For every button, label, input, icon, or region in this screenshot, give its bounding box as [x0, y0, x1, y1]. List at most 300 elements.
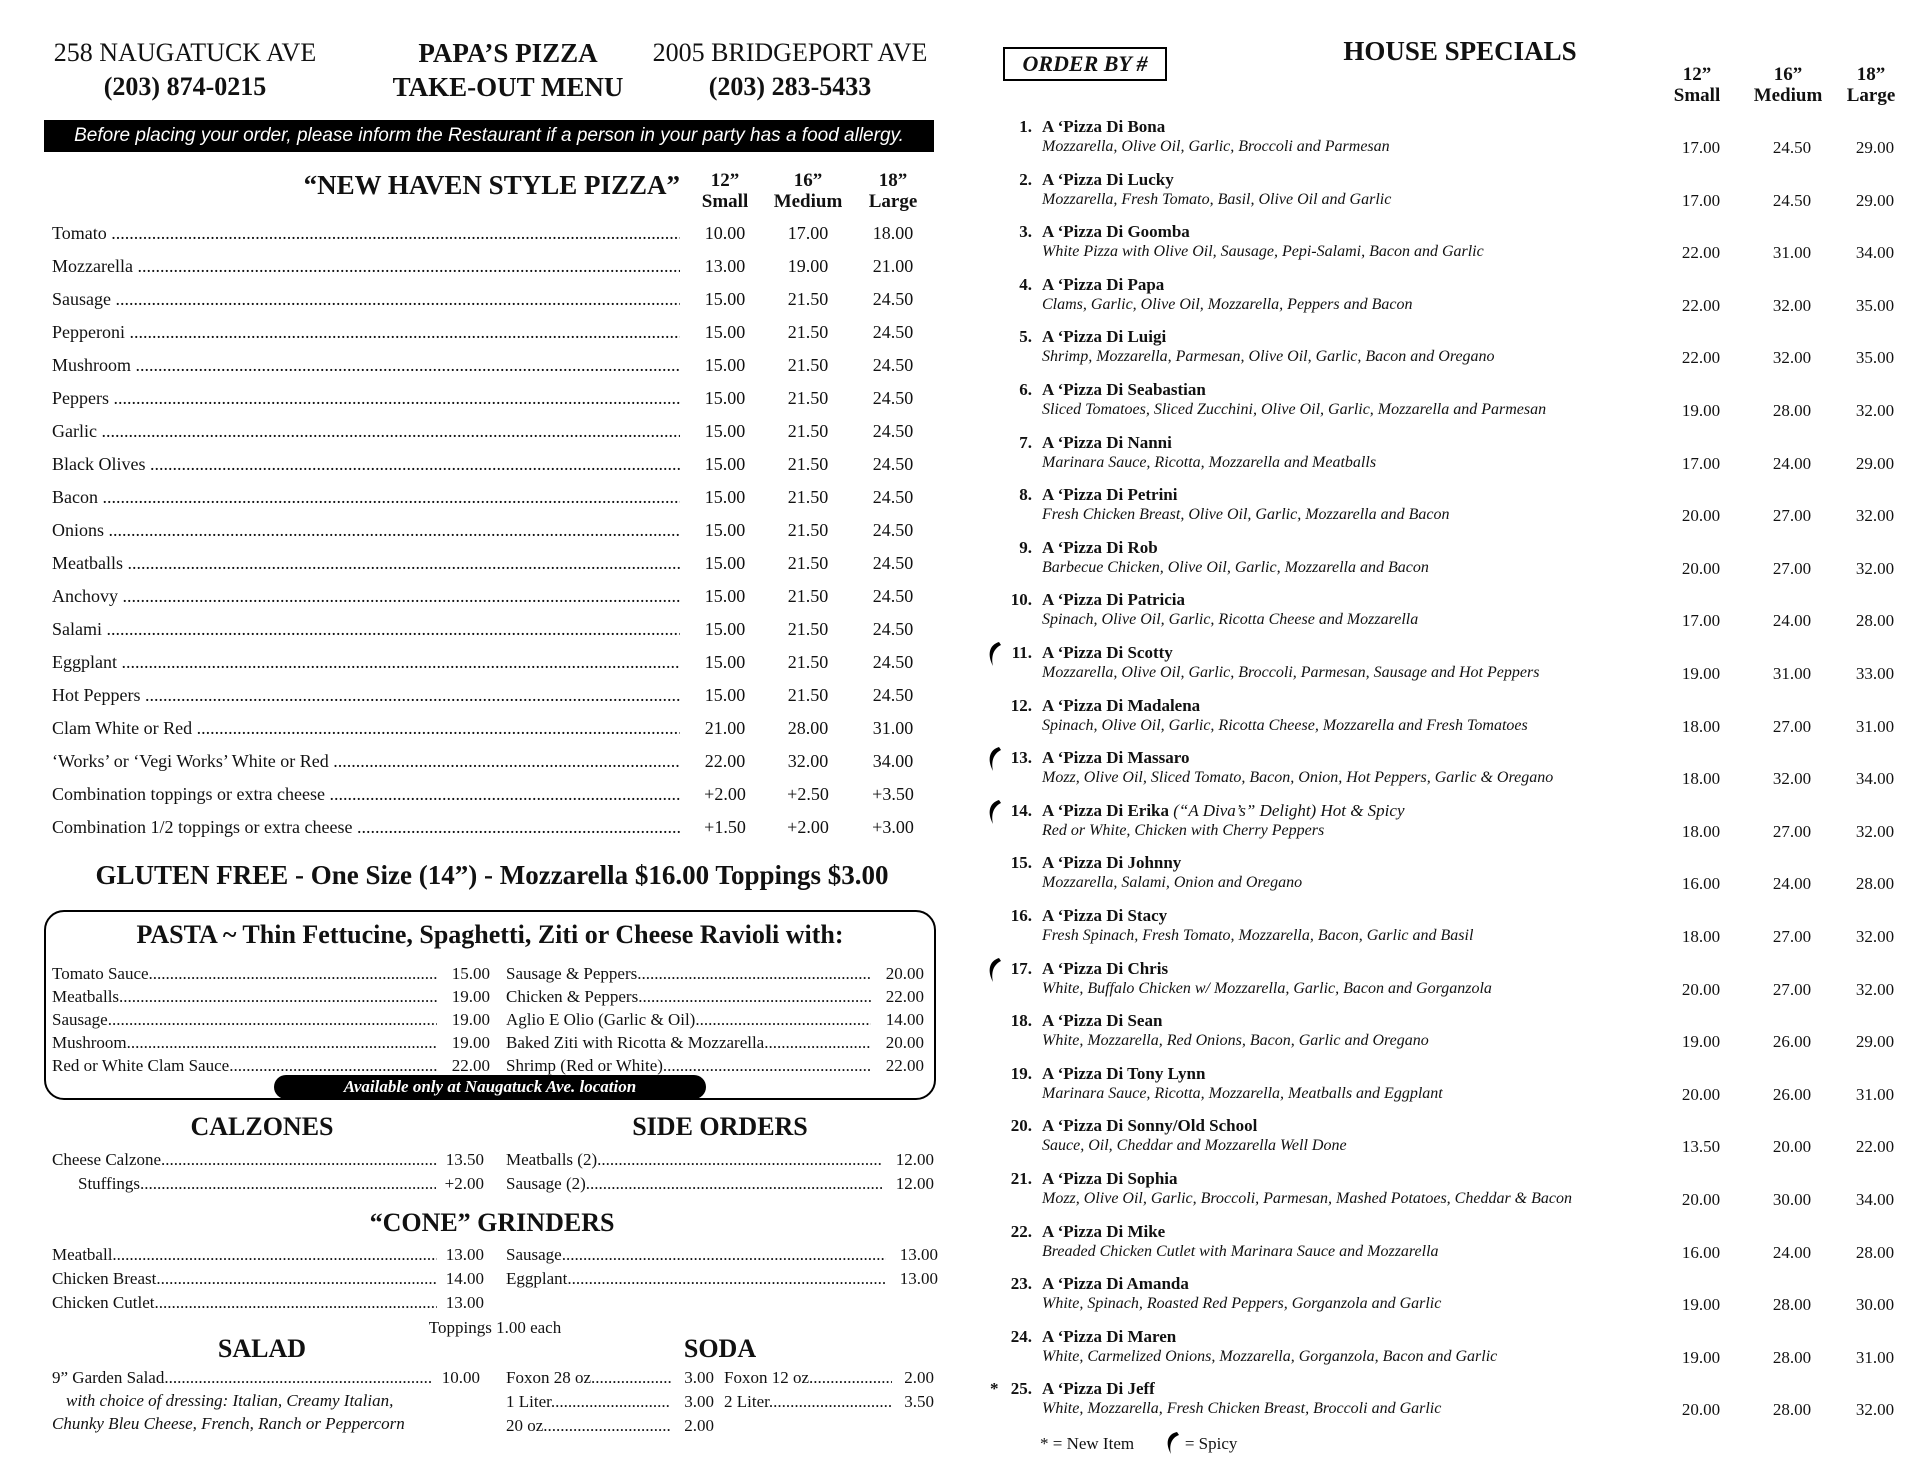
price-medium: 24.00	[1772, 453, 1812, 473]
price-small: 17.00	[1681, 138, 1721, 157]
price-small: 15.00	[704, 289, 746, 309]
price-large: +3.00	[872, 817, 914, 837]
price-medium: 28.00	[1772, 1295, 1812, 1315]
pizza-item	[52, 223, 952, 256]
special-number: 23.	[1010, 1274, 1032, 1294]
special-name	[1042, 485, 1178, 505]
pizza-item	[52, 586, 952, 619]
price-large: 21.00	[872, 256, 914, 276]
price-small: 10.00	[704, 223, 746, 243]
pizza-name: Anchovy .....	[52, 586, 680, 607]
grinder-item	[52, 1245, 484, 1269]
pasta-name: Meatballs .....	[52, 987, 437, 1007]
specials-col-small	[1652, 64, 1742, 106]
price-medium: 21.50	[787, 685, 829, 705]
price-medium: 27.00	[1772, 927, 1812, 946]
price-large: 18.00	[872, 223, 914, 243]
size-large-label: Large	[1846, 85, 1896, 106]
pizza-name: Tomato .....	[52, 223, 680, 244]
pizza-name: Peppers .....	[52, 388, 680, 409]
pizza-name: Hot Peppers .....	[52, 685, 680, 706]
special-name	[1042, 853, 1181, 873]
price-medium: 21.50	[787, 355, 829, 375]
legend-new-item: * = New Item	[1040, 1434, 1135, 1453]
order-by-number-box: ORDER BY #	[1003, 47, 1167, 81]
price-small: 22.00	[1681, 348, 1721, 368]
grinder-name: Meatball .....	[52, 1245, 437, 1265]
price-small: 15.00	[704, 520, 746, 540]
price-large: 24.50	[872, 454, 914, 474]
pizza-item	[52, 784, 952, 817]
price-medium: 26.00	[1772, 1084, 1812, 1104]
soda-item	[506, 1416, 714, 1440]
special-name-text: A ‘Pizza Di Luigi	[1042, 327, 1167, 347]
special-description: White, Mozzarella, Fresh Chicken Breast, Broccoli and Garlic	[1042, 1400, 1442, 1418]
special-name-text: A ‘Pizza Di Stacy	[1042, 906, 1168, 925]
price-medium: +2.50	[787, 784, 829, 804]
naugatuck-phone[interactable]: (203) 874-0215	[103, 72, 267, 101]
special-name	[1042, 1379, 1155, 1399]
price-small: 15.00	[704, 619, 746, 639]
pizza-item	[52, 817, 952, 850]
size-12: 12”	[710, 170, 740, 191]
pasta-name: Mushroom .....	[52, 1033, 437, 1053]
grinder-item	[506, 1245, 938, 1269]
special-number: 11.	[1011, 643, 1032, 662]
menu-subtitle: TAKE-OUT MENU	[392, 72, 624, 102]
price-small: 15.00	[704, 454, 746, 474]
pasta-name: Tomato Sauce .....	[52, 964, 437, 984]
price-medium: 31.00	[1772, 664, 1812, 683]
price-medium: 24.50	[1772, 190, 1812, 210]
special-number: 3.	[1019, 222, 1032, 242]
pizza-col-large	[848, 170, 938, 212]
special-number: 4.	[1019, 274, 1032, 294]
grinder-item	[506, 1269, 938, 1293]
price-medium: 31.00	[1772, 243, 1812, 263]
pizza-item	[52, 355, 952, 388]
pizza-item	[52, 454, 952, 487]
pizza-item	[52, 289, 952, 322]
pizza-item	[52, 388, 952, 421]
pizza-name: Combination 1/2 toppings or extra cheese .....	[52, 817, 680, 838]
special-name	[1042, 590, 1185, 610]
grinder-name: Sausage .....	[506, 1245, 886, 1265]
price-small: 22.00	[1681, 243, 1721, 263]
price-small: 15.00	[704, 553, 746, 573]
price-large: 34.00	[1855, 769, 1895, 789]
soda-price: 3.00	[684, 1392, 714, 1411]
pasta-item	[52, 964, 490, 988]
special-number: 17.	[1010, 958, 1032, 978]
pizza-name: Mozzarella .....	[52, 256, 680, 277]
special-item	[996, 380, 1896, 432]
pizza-name: Mushroom .....	[52, 355, 680, 376]
soda-name: 2 Liter .....	[724, 1392, 892, 1412]
pasta-item	[52, 1033, 490, 1057]
special-name	[1042, 1064, 1205, 1084]
price-large: 34.00	[872, 751, 914, 771]
price-small: 19.00	[1681, 401, 1721, 420]
special-name-text: A ‘Pizza Di Johnny	[1042, 853, 1182, 873]
gluten-free-note: GLUTEN FREE - One Size (14”) - Mozzarella $16.00 Toppings $3.00	[95, 860, 889, 890]
price-large: 31.00	[1855, 1347, 1895, 1367]
special-name	[1042, 380, 1206, 400]
house-specials-title: HOUSE SPECIALS	[1343, 36, 1577, 66]
special-item	[996, 643, 1896, 695]
price-medium: 21.50	[787, 421, 829, 441]
special-name	[1042, 170, 1174, 190]
price-large: 28.00	[1855, 1242, 1895, 1262]
size-small-label: Small	[1673, 85, 1721, 106]
pizza-name: Black Olives .....	[52, 454, 680, 475]
special-number: 9.	[1019, 537, 1032, 557]
price-medium: 28.00	[787, 718, 829, 738]
price-medium: 21.50	[787, 586, 829, 606]
special-name-text: A ‘Pizza Di Madalena	[1042, 695, 1201, 715]
legend	[1040, 1430, 1237, 1456]
calzone-name: Cheese Calzone .....	[52, 1150, 437, 1170]
calzone-price: +2.00	[444, 1174, 484, 1193]
price-small: 19.00	[1681, 1347, 1721, 1367]
pizza-item	[52, 685, 952, 718]
price-large: 32.00	[1855, 927, 1895, 946]
price-small: 17.00	[1681, 190, 1721, 210]
price-large: 29.00	[1855, 190, 1895, 210]
price-medium: 24.00	[1772, 874, 1812, 894]
special-number: 21.	[1010, 1169, 1032, 1188]
grinder-price: 13.00	[899, 1269, 938, 1288]
size-medium-label: Medium	[773, 191, 843, 212]
special-name	[1042, 1116, 1257, 1136]
price-medium: 24.50	[1772, 138, 1812, 157]
pasta-price: 20.00	[885, 1033, 924, 1052]
side-order-item	[506, 1150, 934, 1174]
pizza-item	[52, 421, 952, 454]
special-description: Fresh Spinach, Fresh Tomato, Mozzarella, Bacon, Garlic and Basil	[1042, 927, 1474, 944]
price-large: 24.50	[872, 322, 914, 342]
special-description: Sliced Tomatoes, Sliced Zucchini, Olive Oil, Garlic, Mozzarella and Parmesan	[1042, 401, 1547, 418]
special-item	[996, 1011, 1896, 1063]
pasta-price: 14.00	[885, 1010, 924, 1029]
pizza-name: Clam White or Red .....	[52, 718, 680, 739]
bridgeport-location	[640, 36, 940, 104]
special-name-text: A ‘Pizza Di Tony Lynn	[1042, 1063, 1206, 1083]
special-item	[996, 748, 1896, 800]
price-small: 19.00	[1681, 664, 1721, 683]
calzone-item	[52, 1150, 484, 1174]
size-16: 16”	[1773, 64, 1803, 85]
special-description: Fresh Chicken Breast, Olive Oil, Garlic, Mozzarella and Bacon	[1042, 506, 1450, 524]
spicy-pepper-icon	[1163, 1430, 1181, 1456]
pasta-price: 19.00	[451, 1033, 490, 1052]
special-name	[1042, 906, 1167, 926]
price-small: 17.00	[1681, 611, 1721, 631]
size-small-label: Small	[701, 191, 749, 212]
special-number: 22.	[1010, 1221, 1032, 1241]
size-16: 16”	[793, 170, 823, 191]
special-number: 20.	[1010, 1116, 1032, 1136]
salad-dressing-line1: with choice of dressing: Italian, Creamy Italian,	[66, 1391, 394, 1410]
special-description: Mozzarella, Fresh Tomato, Basil, Olive Oil and Garlic	[1042, 190, 1392, 208]
restaurant-name: PAPA’S PIZZA	[418, 38, 598, 68]
pasta-item	[52, 987, 490, 1011]
price-small: 18.00	[1681, 821, 1721, 841]
pasta-item	[506, 964, 924, 988]
price-large: 24.50	[872, 388, 914, 408]
calzone-price: 13.50	[445, 1150, 484, 1169]
special-item	[996, 959, 1896, 1011]
special-item	[996, 485, 1896, 537]
special-item	[996, 1222, 1896, 1274]
special-number: 5.	[1019, 327, 1032, 347]
price-large: 31.00	[872, 718, 914, 738]
grinder-name: Chicken Cutlet .....	[52, 1293, 437, 1313]
grinder-price: 13.00	[445, 1245, 484, 1264]
special-item	[996, 1169, 1896, 1221]
special-name-text: A ‘Pizza Di Sonny/Old School	[1042, 1116, 1258, 1136]
bridgeport-phone[interactable]: (203) 283-5433	[708, 72, 872, 101]
soda-name: 20 oz. .....	[506, 1416, 671, 1436]
price-large: 24.50	[872, 586, 914, 606]
special-item	[996, 906, 1896, 958]
special-name-text: A ‘Pizza Di Papa	[1042, 274, 1165, 294]
special-description: Marinara Sauce, Ricotta, Mozzarella, Meatballs and Eggplant	[1042, 1084, 1443, 1102]
side-order-name: Meatballs (2) .....	[506, 1150, 882, 1170]
salad-title: SALAD	[217, 1334, 307, 1363]
special-name	[1042, 801, 1404, 821]
special-name	[1042, 1011, 1162, 1031]
special-number: 25.	[1010, 1379, 1032, 1399]
price-small: 20.00	[1681, 1400, 1721, 1420]
pasta-price: 22.00	[885, 987, 924, 1006]
price-medium: 24.00	[1772, 611, 1812, 631]
special-item	[996, 275, 1896, 327]
price-large: 30.00	[1855, 1295, 1895, 1315]
price-large: 24.50	[872, 487, 914, 507]
pasta-item	[506, 1033, 924, 1057]
special-subtitle: (“A Diva’s” Delight) Hot & Spicy	[1173, 800, 1405, 820]
pasta-price: 15.00	[451, 964, 490, 983]
price-medium: 17.00	[787, 223, 829, 243]
price-small: 15.00	[704, 388, 746, 408]
special-number: 19.	[1010, 1063, 1032, 1083]
special-description: Spinach, Olive Oil, Garlic, Ricotta Cheese and Mozzarella	[1042, 611, 1419, 629]
special-name-text: A ‘Pizza Di Bona	[1042, 117, 1166, 136]
price-large: +3.50	[872, 784, 914, 804]
price-large: 24.50	[872, 685, 914, 705]
price-small: 15.00	[704, 586, 746, 606]
special-name-text: A ‘Pizza Di Amanda	[1042, 1274, 1189, 1294]
price-large: 32.00	[1855, 979, 1895, 999]
salad-name: 9” Garden Salad .....	[52, 1368, 432, 1388]
pizza-name: Eggplant .....	[52, 652, 680, 673]
soda-item	[506, 1392, 714, 1416]
price-medium: 30.00	[1772, 1190, 1812, 1209]
specials-col-medium	[1743, 64, 1833, 106]
price-small: 18.00	[1681, 716, 1721, 736]
size-12: 12”	[1682, 64, 1712, 85]
calzone-name: Stuffings .....	[78, 1174, 436, 1194]
pasta-name: Shrimp (Red or White) .....	[506, 1056, 871, 1076]
price-medium: 32.00	[1772, 348, 1812, 368]
special-number: 8.	[1019, 485, 1032, 505]
pizza-name: Salami .....	[52, 619, 680, 640]
special-item	[996, 590, 1896, 642]
special-description: White, Spinach, Roasted Red Peppers, Gorganzola and Garlic	[1042, 1295, 1442, 1313]
price-medium: 20.00	[1772, 1137, 1812, 1157]
pizza-name: Combination toppings or extra cheese .....	[52, 784, 680, 805]
price-medium: 28.00	[1772, 1347, 1812, 1367]
special-description: Mozzarella, Salami, Onion and Oregano	[1042, 874, 1303, 892]
price-medium: 21.50	[787, 322, 829, 342]
price-medium: 32.00	[1772, 295, 1812, 315]
special-item	[996, 801, 1896, 853]
special-name	[1042, 117, 1165, 137]
pizza-name: Garlic .....	[52, 421, 680, 442]
price-large: 29.00	[1855, 1032, 1895, 1052]
calzones-title: CALZONES	[190, 1112, 334, 1141]
side-order-price: 12.00	[895, 1150, 934, 1169]
soda-name: Foxon 12 oz. .....	[724, 1368, 892, 1388]
price-small: 15.00	[704, 652, 746, 672]
pizza-name: Sausage .....	[52, 289, 680, 310]
price-small: 17.00	[1681, 453, 1721, 473]
soda-price: 3.00	[684, 1368, 714, 1387]
price-small: 22.00	[704, 751, 746, 771]
price-small: 20.00	[1681, 506, 1721, 526]
price-medium: +2.00	[787, 817, 829, 837]
price-small: 18.00	[1681, 927, 1721, 946]
special-name-text: A ‘Pizza Di Scotty	[1042, 643, 1173, 662]
special-name	[1042, 275, 1164, 295]
pizza-item	[52, 322, 952, 355]
soda-price: 2.00	[684, 1416, 714, 1435]
pasta-price: 19.00	[451, 1010, 490, 1029]
price-small: 16.00	[1681, 1242, 1721, 1262]
price-medium: 27.00	[1772, 506, 1812, 526]
special-name-text: A ‘Pizza Di Jeff	[1042, 1379, 1155, 1399]
pizza-item	[52, 652, 952, 685]
pasta-name: Sausage & Peppers .....	[506, 964, 871, 984]
price-medium: 21.50	[787, 289, 829, 309]
special-number: 24.	[1010, 1326, 1032, 1346]
special-name-text: A ‘Pizza Di Nanni	[1042, 432, 1172, 452]
price-medium: 19.00	[787, 256, 829, 276]
price-medium: 21.50	[787, 553, 829, 573]
grinder-price: 13.00	[445, 1293, 484, 1312]
salad-item	[52, 1368, 480, 1392]
special-description: White, Carmelized Onions, Mozzarella, Gorganzola, Bacon and Garlic	[1042, 1347, 1498, 1365]
price-medium: 28.00	[1772, 401, 1812, 420]
price-medium: 21.50	[787, 619, 829, 639]
special-description: White, Mozzarella, Red Onions, Bacon, Garlic and Oregano	[1042, 1032, 1429, 1050]
price-medium: 26.00	[1772, 1032, 1812, 1052]
special-description: Red or White, Chicken with Cherry Peppers	[1042, 821, 1325, 839]
grinder-item	[52, 1269, 484, 1293]
side-order-price: 12.00	[895, 1174, 934, 1193]
special-item	[996, 433, 1896, 485]
size-18: 18”	[1856, 64, 1886, 85]
price-medium: 21.50	[787, 520, 829, 540]
price-medium: 21.50	[787, 454, 829, 474]
price-small: 13.50	[1681, 1137, 1721, 1157]
pasta-title: PASTA ~ Thin Fettucine, Spaghetti, Ziti or Cheese Ravioli with:	[136, 920, 844, 949]
special-item	[996, 1327, 1896, 1379]
soda-name: Foxon 28 oz. .....	[506, 1368, 671, 1388]
price-large: 32.00	[1855, 506, 1895, 526]
pizza-name: ‘Works’ or ‘Vegi Works’ White or Red .....	[52, 751, 680, 772]
special-item	[996, 170, 1896, 222]
special-name-text: A ‘Pizza Di Petrini	[1042, 485, 1178, 505]
grinder-toppings-note: Toppings 1.00 each	[428, 1318, 562, 1337]
pizza-col-medium	[763, 170, 853, 212]
price-medium: 32.00	[787, 751, 829, 771]
special-name	[1042, 959, 1168, 979]
pizza-item	[52, 487, 952, 520]
price-medium: 28.00	[1772, 1400, 1812, 1420]
special-name	[1042, 538, 1158, 558]
pasta-price: 20.00	[885, 964, 924, 983]
special-description: White, Buffalo Chicken w/ Mozzarella, Garlic, Bacon and Gorganzola	[1042, 979, 1492, 997]
price-small: 19.00	[1681, 1032, 1721, 1052]
soda-price: 3.50	[904, 1392, 934, 1411]
special-number: 6.	[1019, 380, 1032, 399]
special-number: 18.	[1010, 1011, 1032, 1031]
special-name-text: A ‘Pizza Di Mike	[1042, 1221, 1166, 1241]
special-name	[1042, 327, 1166, 347]
naugatuck-location	[35, 36, 335, 104]
special-name	[1042, 643, 1173, 663]
pizza-item	[52, 751, 952, 784]
special-name-text: A ‘Pizza Di Seabastian	[1042, 380, 1206, 399]
price-large: 34.00	[1855, 243, 1895, 263]
price-large: 31.00	[1855, 716, 1895, 736]
special-number: 16.	[1010, 906, 1032, 925]
price-large: 35.00	[1855, 295, 1895, 315]
pizza-name: Onions .....	[52, 520, 680, 541]
special-name-text: A ‘Pizza Di Sophia	[1042, 1169, 1178, 1188]
price-large: 31.00	[1855, 1084, 1895, 1104]
pasta-location-note: Available only at Naugatuck Ave. location	[274, 1075, 706, 1099]
price-medium: 27.00	[1772, 979, 1812, 999]
grinder-price: 14.00	[445, 1269, 484, 1288]
price-large: 24.50	[872, 421, 914, 441]
special-name-text: A ‘Pizza Di Chris	[1042, 958, 1169, 978]
legend-spicy: = Spicy	[1184, 1434, 1238, 1453]
size-large-label: Large	[868, 191, 918, 212]
price-large: 32.00	[1855, 821, 1895, 841]
price-small: 15.00	[704, 322, 746, 342]
special-description: Mozzarella, Olive Oil, Garlic, Broccoli, Parmesan, Sausage and Hot Peppers	[1042, 664, 1540, 681]
side-orders-title: SIDE ORDERS	[632, 1112, 808, 1141]
price-medium: 27.00	[1772, 716, 1812, 736]
salad-dressing-line2: Chunky Bleu Cheese, French, Ranch or Peppercorn	[52, 1414, 405, 1433]
special-item	[996, 222, 1896, 274]
price-large: 24.50	[872, 553, 914, 573]
price-large: 35.00	[1855, 348, 1895, 368]
side-order-name: Sausage (2) .....	[506, 1174, 882, 1194]
special-name-text: A ‘Pizza Di Goomba	[1042, 222, 1190, 242]
pizza-item	[52, 619, 952, 652]
special-number: 14.	[1010, 800, 1032, 820]
special-name	[1042, 1274, 1189, 1294]
price-small: 22.00	[1681, 295, 1721, 315]
special-name-text: A ‘Pizza Di Rob	[1042, 537, 1158, 557]
price-large: 24.50	[872, 652, 914, 672]
special-item	[996, 327, 1896, 379]
calzone-item	[78, 1174, 484, 1198]
